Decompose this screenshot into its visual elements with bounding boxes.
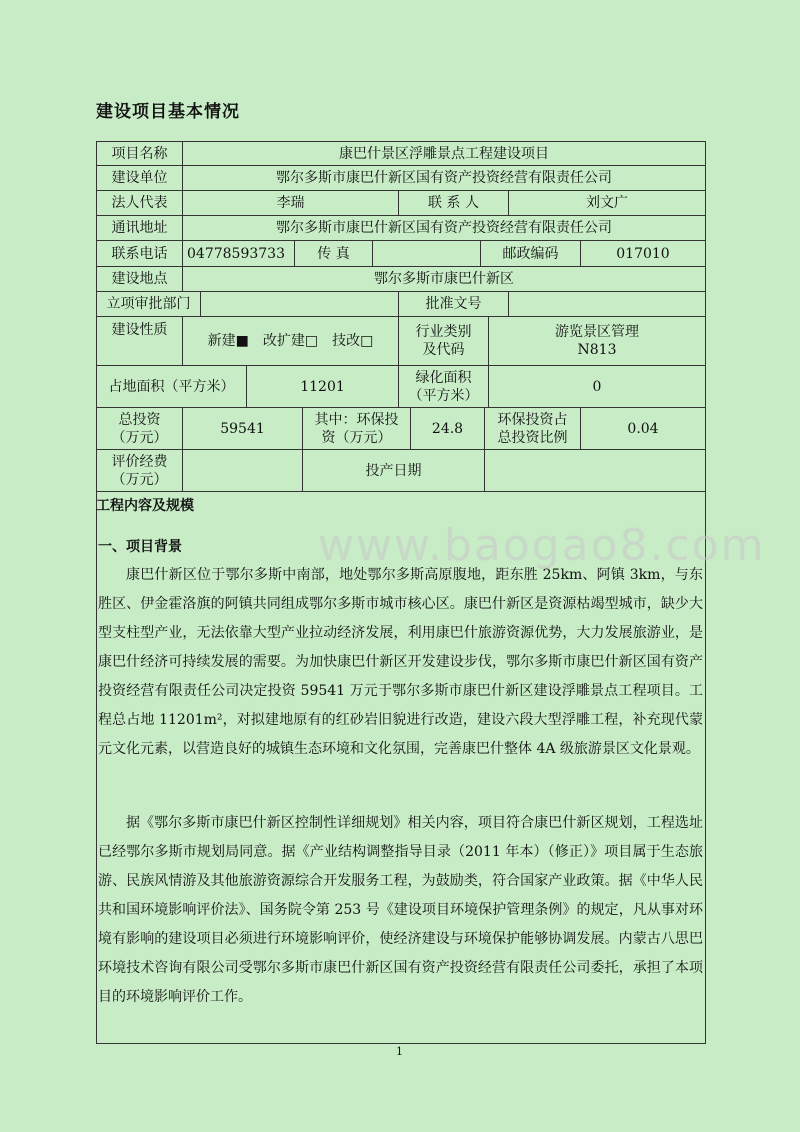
area-value: 11201	[247, 366, 399, 408]
industry-value-line2: N813	[577, 342, 617, 358]
env-invest-label-line1: 其中：环保投	[314, 411, 399, 428]
phone-label: 联系电话	[97, 241, 183, 267]
page-title: 建设项目基本情况	[96, 102, 240, 122]
start-date-value	[485, 450, 705, 492]
builder-value: 鄂尔多斯市康巴什新区国有资产投资经营有限责任公司	[183, 166, 705, 191]
builder-label: 建设单位	[97, 166, 183, 191]
eval-fee-value	[183, 450, 303, 492]
project-name-label: 项目名称	[97, 142, 183, 166]
env-invest-label	[303, 408, 411, 450]
industry-value	[489, 317, 705, 366]
start-date-label: 投产日期	[303, 450, 485, 492]
paragraph-background-2: 据《鄂尔多斯市康巴什新区控制性详细规划》相关内容，项目符合康巴什新区规划，工程选址已经鄂尔多斯市规划局同意。据《产业结构调整指导目录（2011 年本）（修正）》项目属于生态旅游、民族风情游及其他旅游资源综合开发服务工程，为鼓励类，符合国家产业政策。据《中华人民共和国环境影响评价法》、国务院令第 253 号《建设项目环境保护管理条例》的规定，凡从事对环境有影响的建设项目必须进行环境影响评价，使经济建设与环境保护能够协调发展。内蒙古八思巴环境技术咨询有限公司受鄂尔多斯市康巴什新区国有资产投资经营有限责任公司委托，承担了本项目的环境影响评价工作。	[98, 815, 703, 1005]
invest-label	[97, 408, 183, 450]
paragraph-background-1: 康巴什新区位于鄂尔多斯中南部，地处鄂尔多斯高原腹地，距东胜 25km、阿镇 3km，与东胜区、伊金霍洛旗的阿镇共同组成鄂尔多斯市城市核心区。康巴什新区是资源枯竭型城市，缺少大型支柱型产业，无法依靠大型产业拉动经济发展，利用康巴什旅游资源优势，大力发展旅游业，是康巴什经济可持续发展的需要。为加快康巴什新区开发建设步伐，鄂尔多斯市康巴什新区国有资产投资经营有限责任公司决定投资 59541 万元于鄂尔多斯市康巴什新区建设浮雕景点工程项目。工程总占地 11201m²，对拟建地原有的红砂岩旧貌进行改造，建设六段大型浮雕工程，补充现代蒙元文化元素，以营造良好的城镇生态环境和文化氛围，完善康巴什整体 4A 级旅游景区文化景观。	[98, 567, 703, 757]
approval-no-value	[509, 292, 705, 317]
industry-value-line1: 游览景区管理	[555, 324, 639, 340]
site-value: 鄂尔多斯市康巴什新区	[183, 267, 705, 292]
approval-dept-value	[201, 292, 399, 317]
eval-fee-label-line1: 评价经费	[111, 453, 168, 470]
site-label: 建设地点	[97, 267, 183, 292]
area-label: 占地面积（平方米）	[97, 366, 247, 408]
sub-heading: 一、项目背景	[98, 539, 182, 555]
phone-value: 04778593733	[183, 241, 295, 267]
industry-label-line1: 行业类别	[415, 324, 472, 340]
address-value: 鄂尔多斯市康巴什新区国有资产投资经营有限责任公司	[183, 216, 705, 241]
eval-fee-label-line2: （万元）	[111, 471, 168, 488]
eval-fee-label	[97, 450, 183, 492]
env-ratio-label-line1: 环保投资占	[497, 411, 568, 428]
legal-rep-label: 法人代表	[97, 191, 183, 216]
postcode-label: 邮政编码	[481, 241, 581, 267]
nature-value: 新建■ 改扩建□ 技改□	[183, 317, 399, 366]
invest-label-line1: 总投资	[118, 411, 161, 428]
fax-label: 传 真	[295, 241, 373, 267]
approval-dept-label: 立项审批部门	[97, 292, 201, 317]
env-ratio-label-line2: 总投资比例	[497, 429, 568, 446]
project-name-value: 康巴什景区浮雕景点工程建设项目	[183, 142, 705, 166]
fax-value	[373, 241, 481, 267]
contact-label: 联 系 人	[399, 191, 509, 216]
approval-no-label: 批准文号	[399, 292, 509, 317]
page-number: 1	[396, 1045, 403, 1058]
green-value: 0	[489, 366, 705, 408]
watermark: www.baogao8.com	[318, 520, 766, 571]
industry-label-line2: 及代码	[422, 342, 465, 358]
nature-label: 建设性质	[97, 317, 183, 366]
green-label-line2: （平方米）	[408, 387, 479, 404]
industry-label	[399, 317, 489, 366]
env-invest-value: 24.8	[411, 408, 485, 450]
legal-rep-value: 李瑞	[183, 191, 399, 216]
contact-value: 刘文广	[509, 191, 705, 216]
invest-value: 59541	[183, 408, 303, 450]
env-ratio-value: 0.04	[581, 408, 705, 450]
green-label	[399, 366, 489, 408]
env-ratio-label	[485, 408, 581, 450]
section-heading: 工程内容及规模	[96, 498, 194, 514]
address-label: 通讯地址	[97, 216, 183, 241]
postcode-value: 017010	[581, 241, 705, 267]
env-invest-label-line2: 资（万元）	[321, 429, 392, 446]
green-label-line1: 绿化面积	[415, 369, 472, 386]
invest-label-line2: （万元）	[111, 429, 168, 446]
